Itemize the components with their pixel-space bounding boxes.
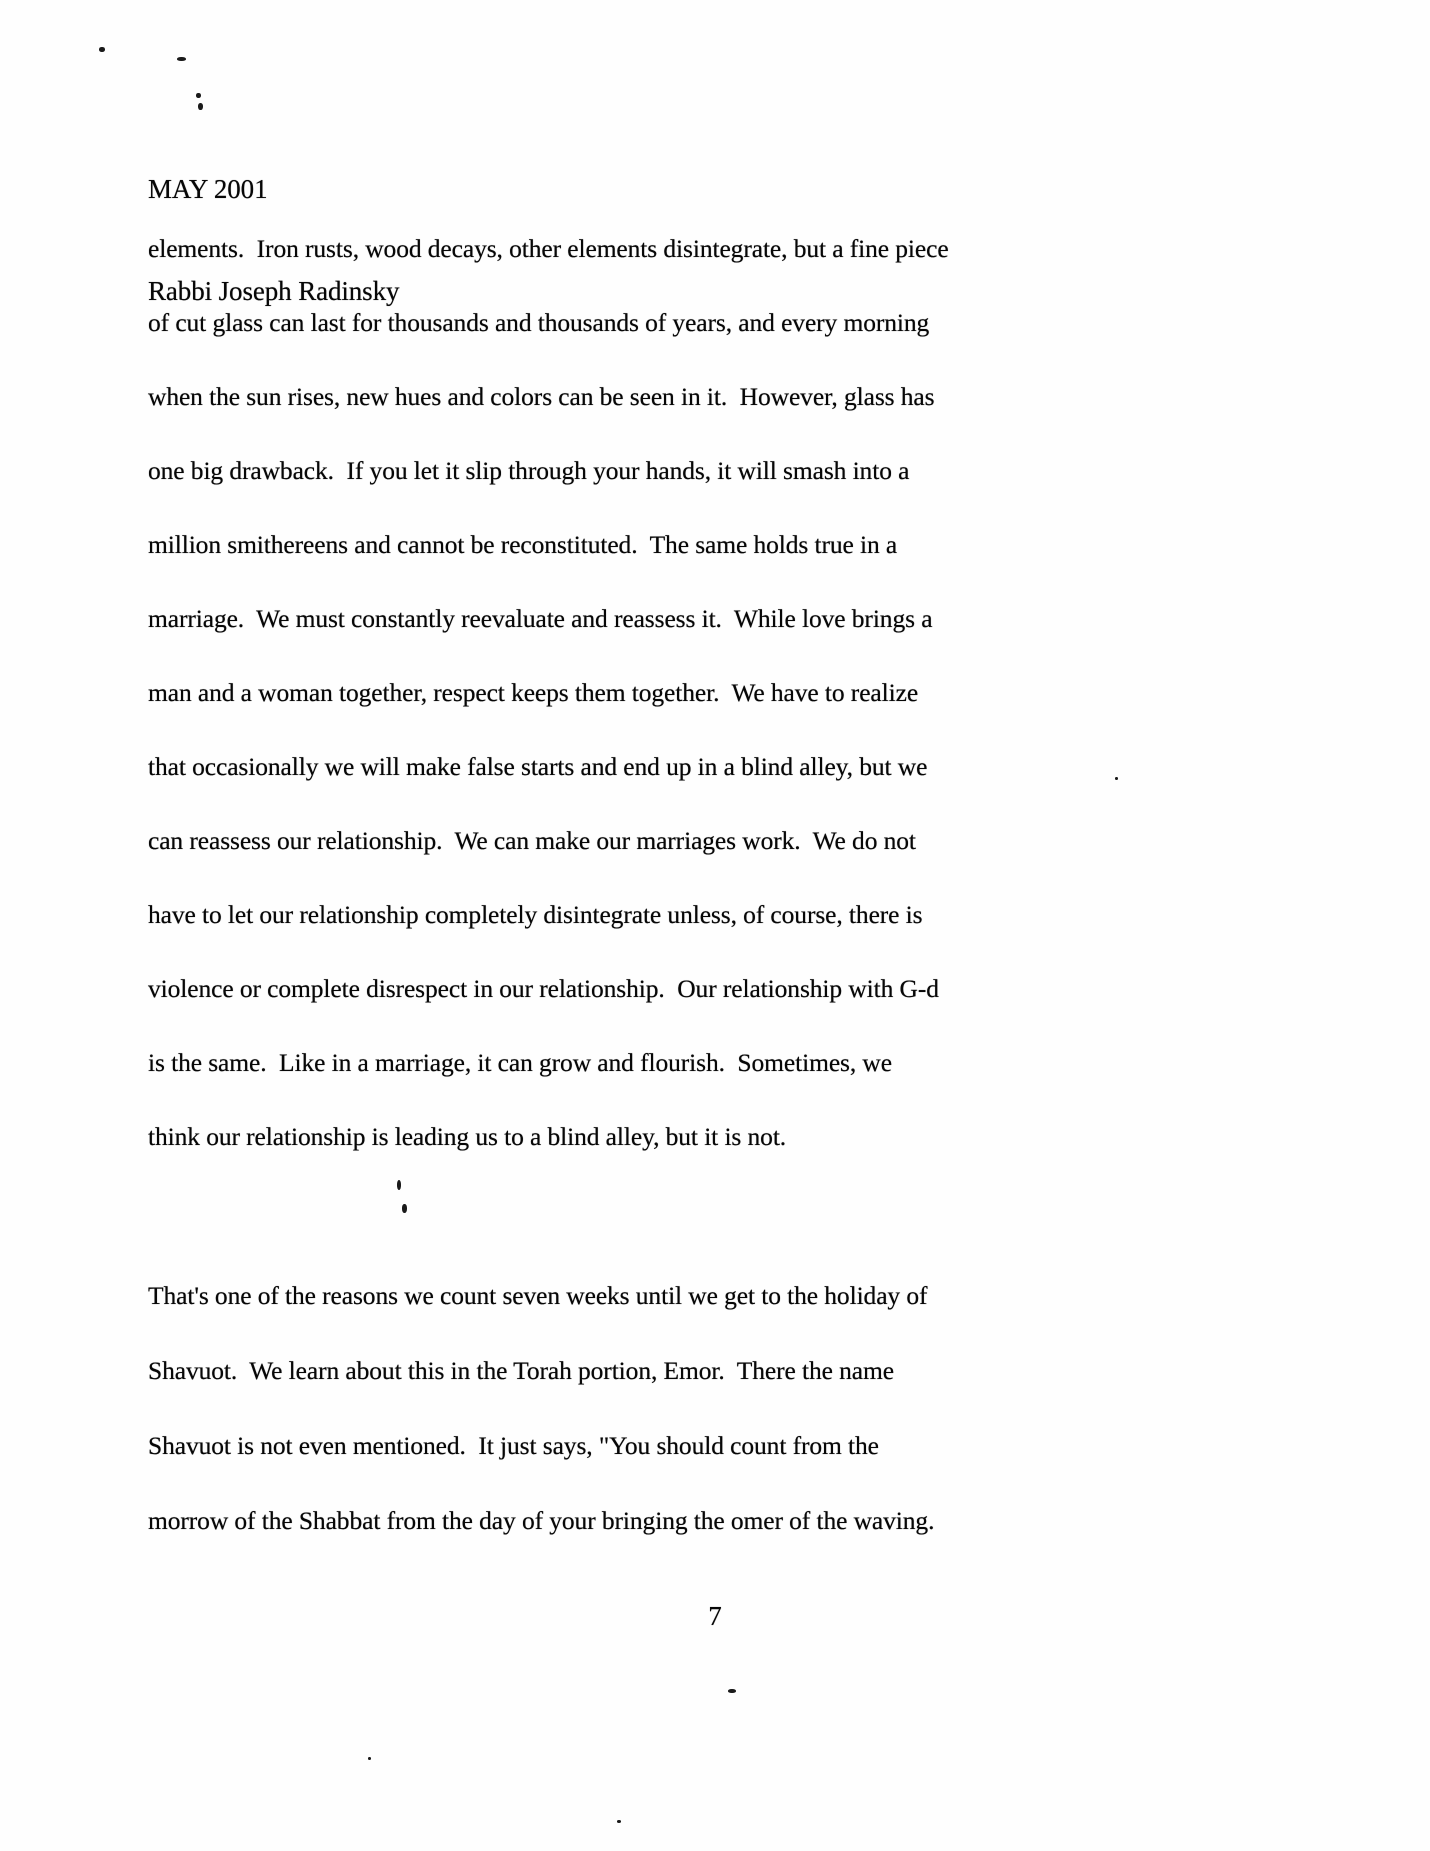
scan-artifact (196, 93, 201, 98)
header-author: Rabbi Joseph Radinsky (148, 276, 400, 306)
text-line: That's one of the reasons we count seven weeks until we get to the holiday of (148, 1281, 928, 1310)
text-line: can reassess our relationship. We can make our marriages work. We do not (148, 826, 916, 855)
text-line: elements. Iron rusts, wood decays, other elements disintegrate, but a fine piece (148, 234, 949, 263)
scan-artifact (368, 1757, 371, 1760)
text-line: Shavuot. We learn about this in the Torah portion, Emor. There the name (148, 1356, 894, 1385)
paragraph-2 (148, 1258, 934, 1558)
text-line: is the same. Like in a marriage, it can grow and flourish. Sometimes, we (148, 1048, 892, 1077)
scan-artifact (728, 1689, 736, 1693)
text-line: have to let our relationship completely disintegrate unless, of course, there is (148, 900, 923, 929)
text-line: when the sun rises, new hues and colors can be seen in it. However, glass has (148, 382, 935, 411)
scan-artifact (1115, 777, 1118, 780)
text-line: Shavuot is not even mentioned. It just says, "You should count from the (148, 1431, 879, 1460)
page-number: 7 (708, 1601, 722, 1631)
text-line: one big drawback. If you let it slip through your hands, it will smash into a (148, 456, 910, 485)
scan-artifact (617, 1820, 621, 1823)
text-line: of cut glass can last for thousands and thousands of years, and every morning (148, 308, 930, 337)
scan-artifact (99, 47, 105, 52)
text-line: man and a woman together, respect keeps them together. We have to realize (148, 678, 919, 707)
text-line: million smithereens and cannot be reconstituted. The same holds true in a (148, 530, 898, 559)
scan-artifact (397, 1180, 401, 1190)
header-date: MAY 2001 (148, 174, 268, 204)
text-line: that occasionally we will make false starts and end up in a blind alley, but we (148, 752, 928, 781)
text-line: morrow of the Shabbat from the day of your bringing the omer of the waving. (148, 1506, 935, 1535)
text-line: think our relationship is leading us to a blind alley, but it is not. (148, 1122, 787, 1151)
text-line: marriage. We must constantly reevaluate and reassess it. While love brings a (148, 604, 933, 633)
text-line: violence or complete disrespect in our relationship. Our relationship with G-d (148, 974, 939, 1003)
paragraph-1 (148, 212, 949, 1174)
scan-artifact (177, 57, 186, 61)
scan-artifact (402, 1204, 407, 1213)
